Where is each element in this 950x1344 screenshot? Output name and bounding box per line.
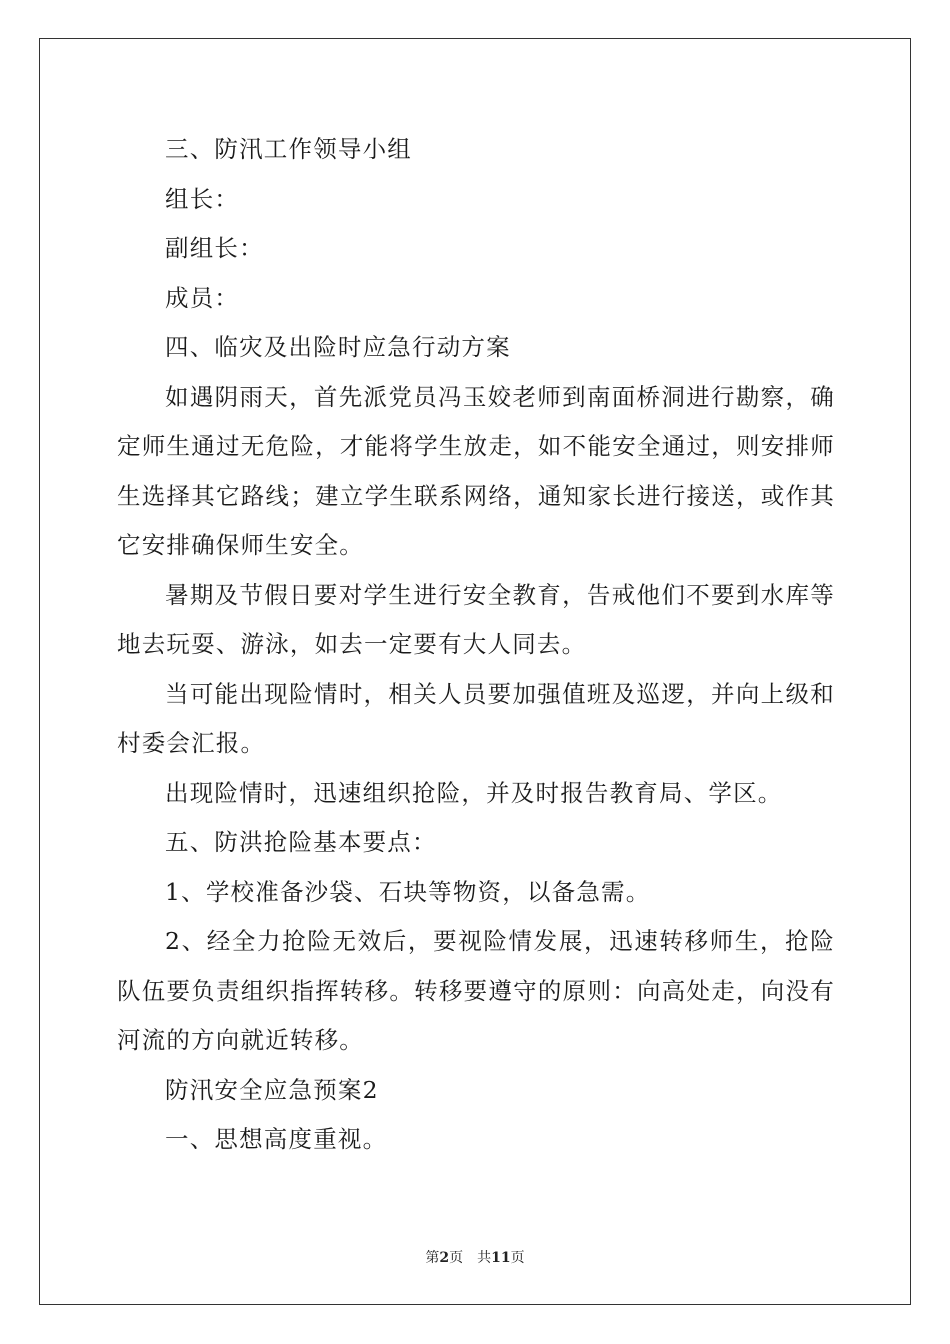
document-body — [117, 125, 835, 1165]
page-number: 2 — [439, 1250, 450, 1266]
point-2: 2、经全力抢险无效后，要视险情发展，迅速转移师生，抢险队伍要负责组织指挥转移。转移要遵守的原则：向高处走，向没有河流的方向就近转移。 — [117, 927, 835, 1054]
total-prefix: 共 — [477, 1250, 492, 1266]
team-leader-line: 组长： — [165, 184, 240, 213]
plan-2-section-1: 一、思想高度重视。 — [165, 1125, 388, 1153]
page-footer — [0, 1247, 950, 1267]
page-prefix: 第 — [425, 1250, 440, 1266]
heading-section-4: 四、临灾及出险时应急行动方案 — [165, 333, 511, 361]
page-suffix: 页 — [449, 1250, 464, 1266]
total-suffix: 页 — [510, 1250, 525, 1266]
members-line: 成员： — [165, 283, 240, 312]
deputy-leader-line: 副组长： — [165, 234, 264, 262]
paragraph-holiday-education: 暑期及节假日要对学生进行安全教育，告戒他们不要到水库等地去玩耍、游泳，如去一定要有大人同去。 — [117, 580, 835, 658]
paragraph-emergency-report: 出现险情时，迅速组织抢险，并及时报告教育局、学区。 — [165, 778, 783, 807]
point-1: 1、学校准备沙袋、石块等物资，以备急需。 — [165, 877, 651, 906]
total-pages: 11 — [491, 1250, 511, 1266]
plan-2-title: 防汛安全应急预案2 — [165, 1075, 379, 1104]
paragraph-rainy-day: 如遇阴雨天，首先派党员冯玉姣老师到南面桥洞进行勘察，确定师生通过无危险，才能将学生放走，如不能安全通过，则安排师生选择其它路线；建立学生联系网络，通知家长进行接送，或作其它安排确保师生安全。 — [117, 382, 835, 559]
heading-section-3: 三、防汛工作领导小组 — [165, 135, 412, 163]
paragraph-danger-patrol: 当可能出现险情时，相关人员要加强值班及巡逻，并向上级和村委会汇报。 — [117, 679, 835, 757]
heading-section-5: 五、防洪抢险基本要点： — [165, 828, 437, 856]
